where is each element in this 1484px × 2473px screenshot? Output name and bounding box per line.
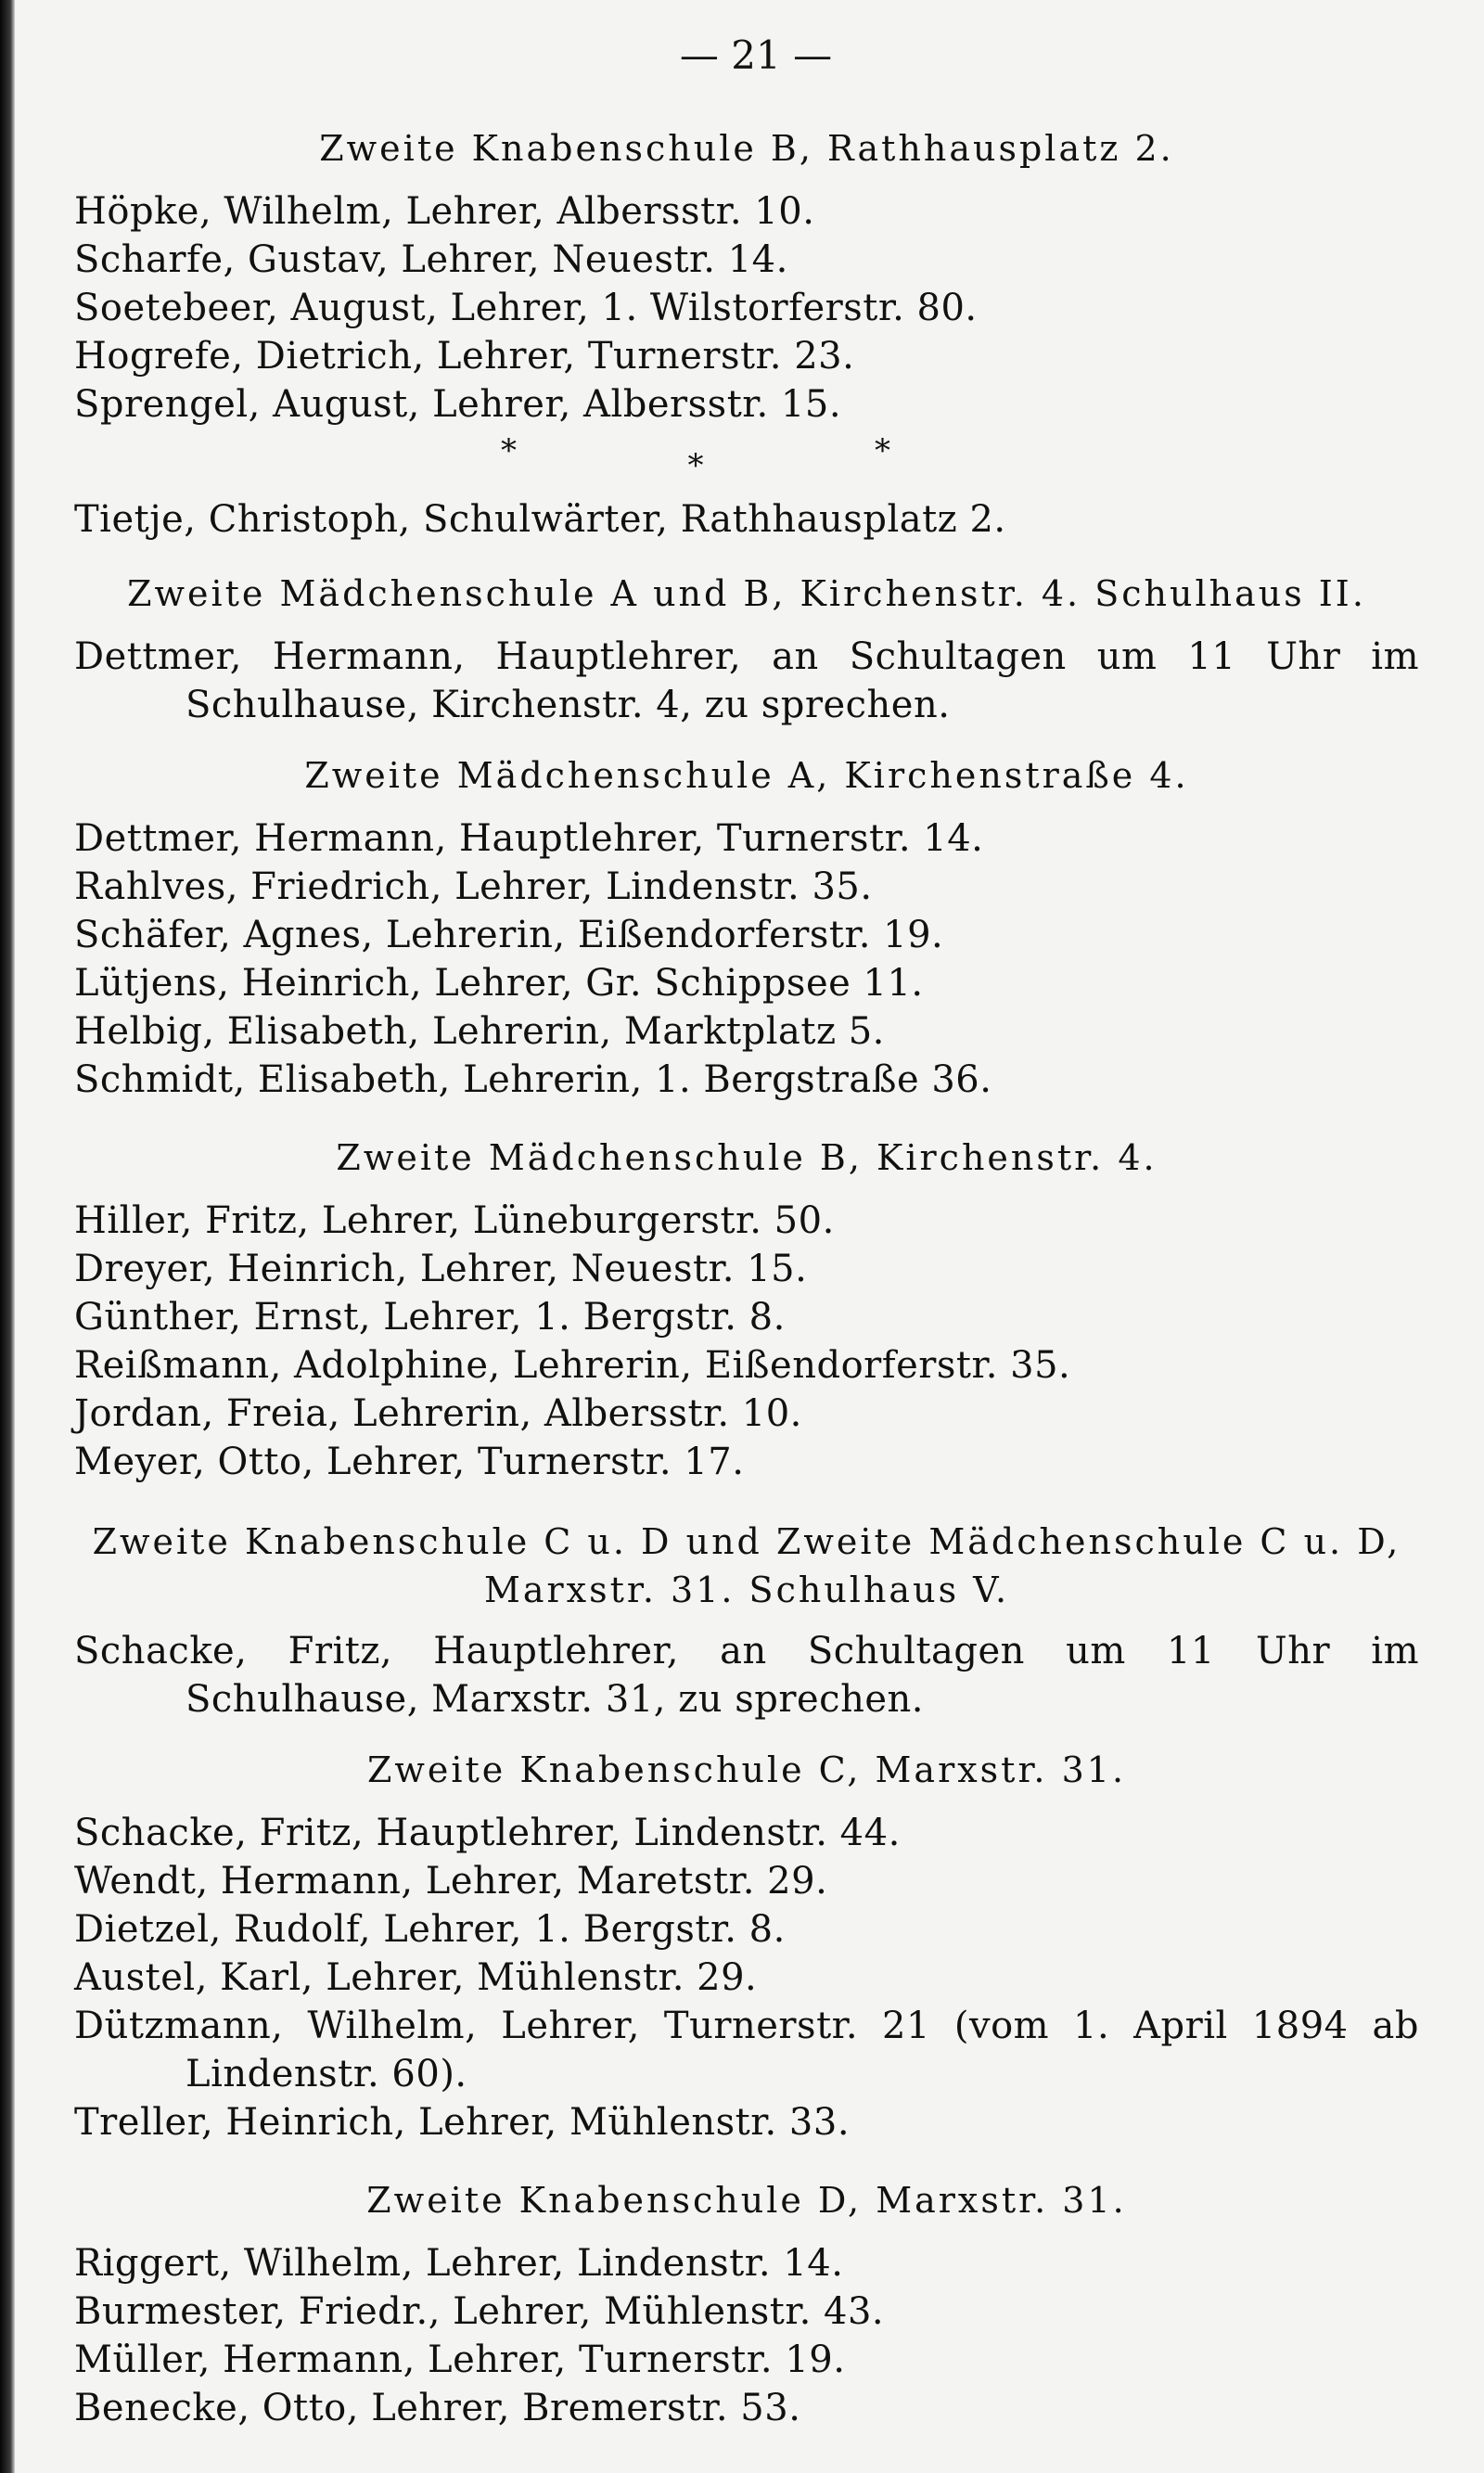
list-item: Müller, Hermann, Lehrer, Turnerstr. 19. <box>74 2338 846 2381</box>
list-item: Tietje, Christoph, Schulwärter, Rathhausplatz 2. <box>74 498 1006 541</box>
list-item: Reißmann, Adolphine, Lehrerin, Eißendorferstr. 35. <box>74 1344 1071 1387</box>
list-item: Dietzel, Rudolf, Lehrer, 1. Bergstr. 8. <box>74 1908 786 1951</box>
separator-star: * <box>501 432 517 469</box>
list-item: Schäfer, Agnes, Lehrerin, Eißendorferstr. 19. <box>74 914 944 956</box>
section-heading: Zweite Knabenschule C, Marxstr. 31. <box>366 1749 1127 1790</box>
list-item: Jordan, Freia, Lehrerin, Albersstr. 10. <box>74 1392 802 1435</box>
list-item: Meyer, Otto, Lehrer, Turnerstr. 17. <box>74 1441 745 1483</box>
list-item: Benecke, Otto, Lehrer, Bremerstr. 53. <box>74 2387 801 2429</box>
section-knabenschule-und-maedchenschule-c-d <box>74 1518 1419 1723</box>
list-item: Dettmer, Hermann, Hauptlehrer, an Schultagen um 11 Uhr im Schulhause, Kirchenstr. 4, zu sprechen. <box>74 635 1419 726</box>
list-item: Lütjens, Heinrich, Lehrer, Gr. Schippsee 11. <box>74 962 924 1005</box>
section-heading: Zweite Mädchenschule A, Kirchenstraße 4. <box>304 755 1189 796</box>
list-item: Wendt, Hermann, Lehrer, Maretstr. 29. <box>74 1860 828 1903</box>
list-item: Dützmann, Wilhelm, Lehrer, Turnerstr. 21 (vom 1. April 1894 ab Lindenstr. 60). <box>74 2005 1419 2095</box>
list-item: Treller, Heinrich, Lehrer, Mühlenstr. 33. <box>74 2101 851 2144</box>
separator-star: * <box>875 432 890 469</box>
separator-star: * <box>687 447 704 484</box>
section-zweite-knabenschule-b <box>74 122 1419 544</box>
list-item: Schmidt, Elisabeth, Lehrerin, 1. Bergstraße 36. <box>74 1058 992 1101</box>
list-item: Riggert, Wilhelm, Lehrer, Lindenstr. 14. <box>74 2242 844 2285</box>
section-zweite-knabenschule-c <box>74 1744 1419 2146</box>
list-item: Helbig, Elisabeth, Lehrerin, Marktplatz 5. <box>74 1010 885 1053</box>
list-item: Dreyer, Heinrich, Lehrer, Neuestr. 15. <box>74 1248 808 1290</box>
section-heading: Zweite Knabenschule C u. D und Zweite Mädchenschule C u. D, Marxstr. 31. Schulhaus V. <box>92 1521 1401 1610</box>
list-item: Austel, Karl, Lehrer, Mühlenstr. 29. <box>74 1956 758 1999</box>
list-item: Hiller, Fritz, Lehrer, Lüneburgerstr. 50. <box>74 1199 835 1242</box>
section-heading: Zweite Knabenschule B, Rathhausplatz 2. <box>319 128 1174 169</box>
section-zweite-maedchenschule-a-und-b <box>74 568 1419 729</box>
asterism-separator <box>501 432 890 484</box>
section-zweite-maedchenschule-b <box>74 1132 1419 1486</box>
section-zweite-knabenschule-d <box>74 2174 1419 2432</box>
list-item: Schacke, Fritz, Hauptlehrer, an Schultagen um 11 Uhr im Schulhause, Marxstr. 31, zu sprechen. <box>74 1630 1419 1721</box>
list-item: Burmester, Friedr., Lehrer, Mühlenstr. 43. <box>74 2290 885 2333</box>
section-zweite-maedchenschule-a <box>74 750 1419 1104</box>
list-item: Sprengel, August, Lehrer, Albersstr. 15. <box>74 383 842 426</box>
list-item: Günther, Ernst, Lehrer, 1. Bergstr. 8. <box>74 1296 786 1339</box>
page-edge-shadow <box>0 0 15 2473</box>
list-item: Scharfe, Gustav, Lehrer, Neuestr. 14. <box>74 238 788 281</box>
list-item: Dettmer, Hermann, Hauptlehrer, Turnerstr. 14. <box>74 817 984 860</box>
section-heading: Zweite Knabenschule D, Marxstr. 31. <box>366 2180 1127 2221</box>
list-item: Schacke, Fritz, Hauptlehrer, Lindenstr. 44. <box>74 1812 901 1854</box>
list-item: Rahlves, Friedrich, Lehrer, Lindenstr. 35. <box>74 865 873 908</box>
list-item: Höpke, Wilhelm, Lehrer, Albersstr. 10. <box>74 190 815 233</box>
section-heading: Zweite Mädchenschule B, Kirchenstr. 4. <box>336 1137 1158 1178</box>
list-item: Hogrefe, Dietrich, Lehrer, Turnerstr. 23. <box>74 335 855 378</box>
list-item: Soetebeer, August, Lehrer, 1. Wilstorferstr. 80. <box>74 287 978 329</box>
section-heading: Zweite Mädchenschule A und B, Kirchenstr. 4. Schulhaus II. <box>127 573 1366 614</box>
page-number: — 21 — <box>679 32 833 78</box>
